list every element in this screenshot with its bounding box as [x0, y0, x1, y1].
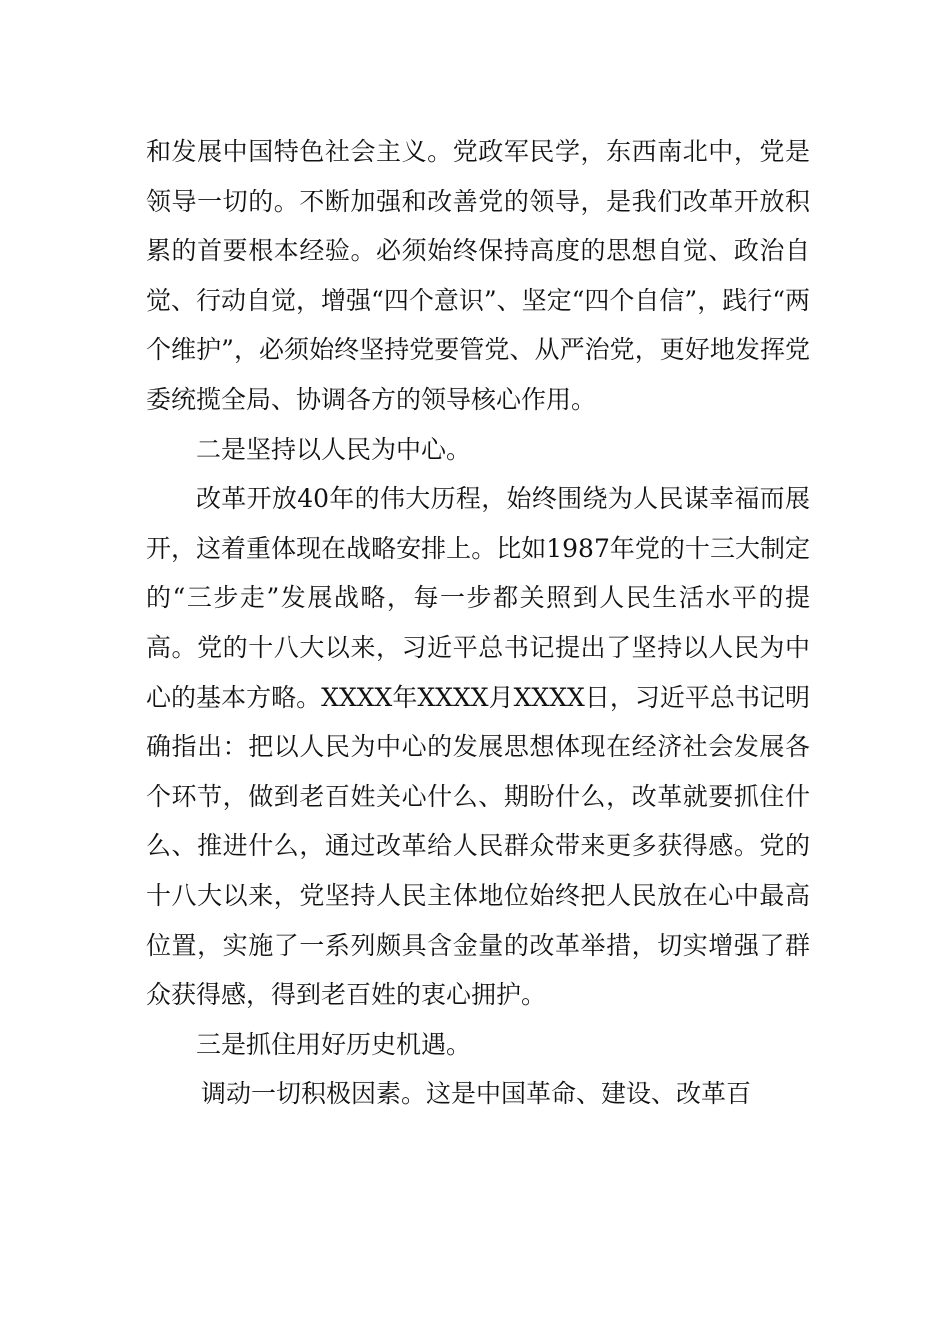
- paragraph-mobilize: 调动一切积极因素。这是中国革命、建设、改革百: [201, 1079, 752, 1109]
- paragraph-continuation: 和发展中国特色社会主义。党政军民学，东西南北中，党是领导一切的。不断加强和改善党的领导，是我们改革开放积累的首要根本经验。必须始终保持高度的思想自觉、政治自觉、行动自觉，增强“四个意识”、坚定“四个自信”，践行“两个维护”，必须始终坚持党要管党、从严治党，更好地发挥党委统揽全局、协调各方的领导核心作用。: [146, 137, 810, 414]
- section-heading-3: 三是抓住用好历史机遇。: [196, 1029, 472, 1059]
- section-heading-2: 二是坚持以人民为中心。: [196, 434, 472, 464]
- paragraph-people-centered: 改革开放40年的伟大历程，始终围绕为人民谋幸福而展开，这着重体现在战略安排上。比如1987年党的十三大制定的“三步走”发展战略，每一步都关照到人民生活水平的提高。党的十八大以来，习近平总书记提出了坚持以人民为中心的基本方略。XXXX年XXXX月XXXX日，习近平总书记明确指出：把以人民为中心的发展思想体现在经济社会发展各个环节，做到老百姓关心什么、期盼什么，改革就要抓住什么、推进什么，通过改革给人民群众带来更多获得感。党的十八大以来，党坚持人民主体地位始终把人民放在心中最高位置，实施了一系列颇具含金量的改革举措，切实增强了群众获得感，得到老百姓的衷心拥护。: [146, 484, 810, 1010]
- document-body: [146, 127, 810, 1119]
